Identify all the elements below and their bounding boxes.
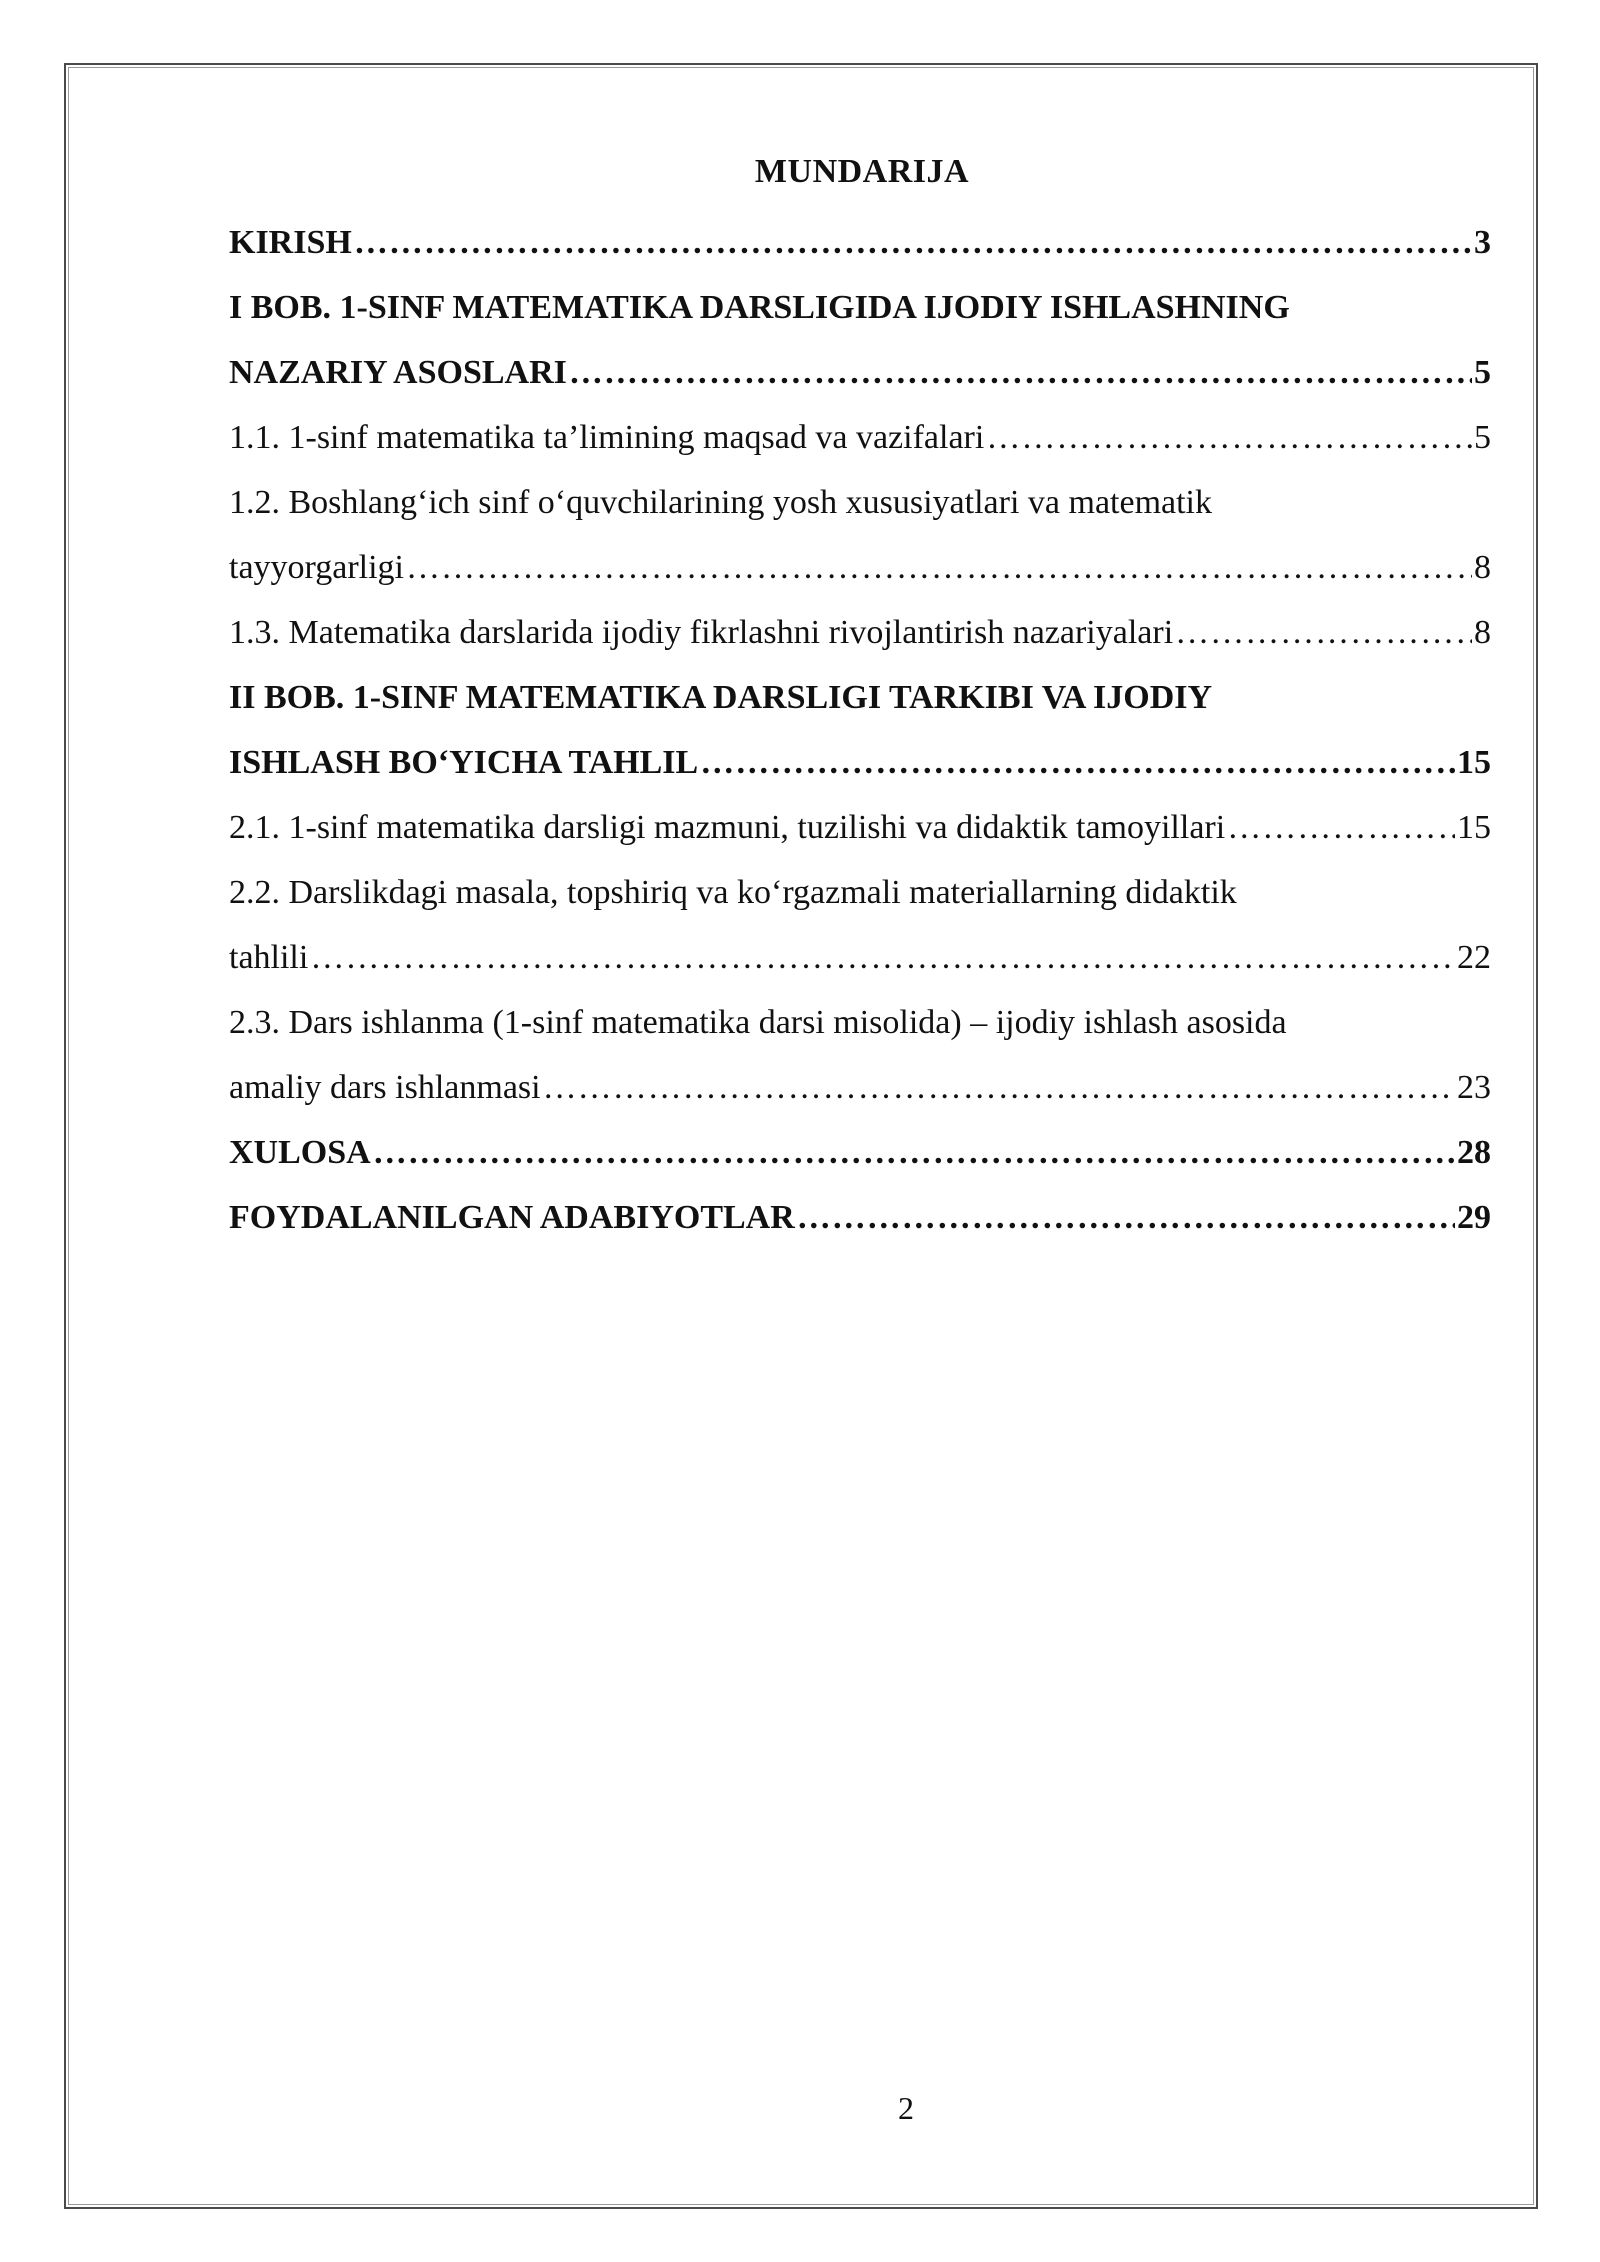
toc-leader-dots (373, 1120, 1455, 1185)
toc-entry-text: KIRISH (229, 210, 354, 275)
toc-entry-text: 2.1. 1-sinf matematika darsligi mazmuni, tuzilishi va didaktik tamoyillari (229, 795, 1227, 860)
toc-entry-kirish[interactable] (229, 210, 1491, 275)
toc-leader-dots (569, 340, 1472, 405)
toc-entry-page: 3 (1472, 210, 1491, 275)
toc-entry-page: 8 (1472, 600, 1491, 665)
toc-entry-1-2-line-1[interactable] (229, 470, 1491, 535)
toc-entry-text: XULOSA (229, 1120, 373, 1185)
table-of-contents (229, 210, 1491, 1250)
toc-entry-text: 1.2. Boshlang‘ich sinf o‘quvchilarining yosh xususiyatlari va matematik (229, 484, 1212, 521)
toc-entry-2-3-line-1[interactable] (229, 990, 1491, 1055)
toc-entry-chapter-2-line-1[interactable] (229, 665, 1491, 730)
toc-entry-page: 5 (1472, 405, 1491, 470)
toc-leader-dots (1175, 600, 1472, 665)
toc-leader-dots (1227, 795, 1455, 860)
toc-entry-2-3-line-2[interactable] (229, 1055, 1491, 1120)
toc-leader-dots (406, 535, 1472, 600)
toc-leader-dots (797, 1185, 1455, 1250)
toc-entry-page: 23 (1455, 1055, 1491, 1120)
toc-entry-text: 1.1. 1-sinf matematika ta’limining maqsad va vazifalari (229, 405, 986, 470)
toc-leader-dots (354, 210, 1472, 275)
toc-leader-dots (700, 730, 1455, 795)
toc-entry-references[interactable] (229, 1185, 1491, 1250)
toc-entry-2-1[interactable] (229, 795, 1491, 860)
toc-entry-text: FOYDALANILGAN ADABIYOTLAR (229, 1185, 797, 1250)
toc-entry-1-1[interactable] (229, 405, 1491, 470)
toc-entry-1-3[interactable] (229, 600, 1491, 665)
toc-entry-text: 2.3. Dars ishlanma (1-sinf matematika darsi misolida) – ijodiy ishlash asosida (229, 1004, 1287, 1041)
toc-entry-page: 29 (1455, 1185, 1491, 1250)
page-number: 2 (898, 2090, 914, 2126)
toc-entry-text: I BOB. 1-SINF MATEMATIKA DARSLIGIDA IJODIY ISHLASHNING (229, 289, 1290, 326)
toc-leader-dots (986, 405, 1472, 470)
toc-entry-text: II BOB. 1-SINF MATEMATIKA DARSLIGI TARKIBI VA IJODIY (229, 679, 1213, 716)
toc-entry-page: 8 (1472, 535, 1491, 600)
toc-entry-1-2-line-2[interactable] (229, 535, 1491, 600)
toc-entry-2-2-line-1[interactable] (229, 860, 1491, 925)
toc-entry-text: tayyorgarligi (229, 535, 406, 600)
toc-entry-text: 1.3. Matematika darslarida ijodiy fikrlashni rivojlantirish nazariyalari (229, 600, 1175, 665)
toc-entry-page: 22 (1455, 925, 1491, 990)
toc-leader-dots (310, 925, 1455, 990)
toc-entry-chapter-2-line-2[interactable] (229, 730, 1491, 795)
toc-entry-page: 28 (1455, 1120, 1491, 1185)
toc-entry-text: tahlili (229, 925, 310, 990)
toc-leader-dots (543, 1055, 1455, 1120)
toc-entry-text: ISHLASH BO‘YICHA TAHLIL (229, 730, 700, 795)
toc-entry-chapter-1-line-1[interactable] (229, 275, 1491, 340)
toc-title: MUNDARIJA (754, 153, 970, 190)
toc-entry-text: 2.2. Darslikdagi masala, topshiriq va ko‘rgazmali materiallarning didaktik (229, 874, 1237, 911)
toc-entry-chapter-1-line-2[interactable] (229, 340, 1491, 405)
toc-entry-xulosa[interactable] (229, 1120, 1491, 1185)
toc-entry-text: amaliy dars ishlanmasi (229, 1055, 543, 1120)
toc-entry-page: 15 (1455, 730, 1491, 795)
toc-entry-text: NAZARIY ASOSLARI (229, 340, 569, 405)
toc-entry-page: 5 (1472, 340, 1491, 405)
toc-entry-page: 15 (1455, 795, 1491, 860)
toc-entry-2-2-line-2[interactable] (229, 925, 1491, 990)
